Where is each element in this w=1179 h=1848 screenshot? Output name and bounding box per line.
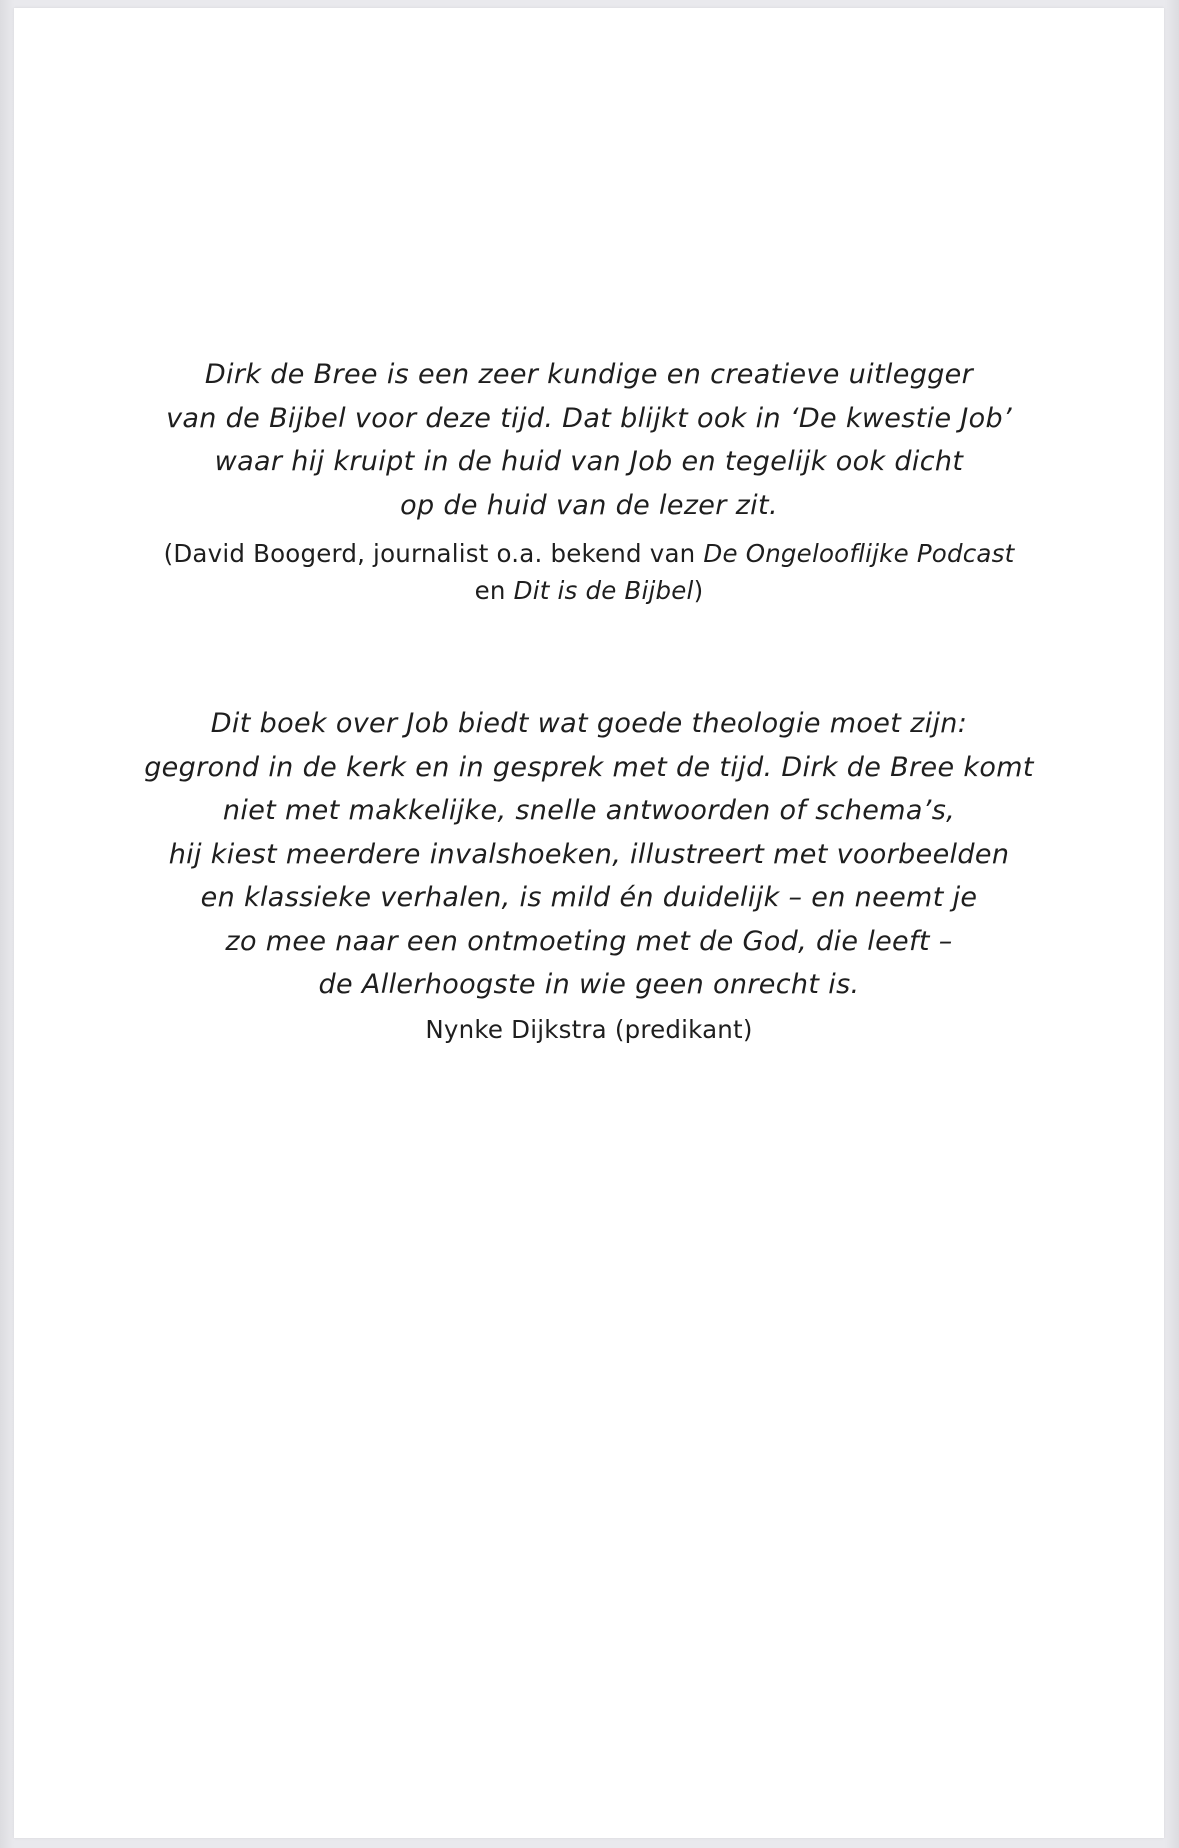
- attribution-text: en: [474, 576, 514, 605]
- quote-attribution-continued: [14, 572, 1164, 609]
- quote-attribution: [14, 535, 1164, 572]
- quote-line: en klassieke verhalen, is mild én duidelijk – en neemt je: [200, 882, 978, 913]
- quote-line: van de Bijbel voor deze tijd. Dat blijkt ook in ‘De kwestie Job’: [166, 402, 1012, 434]
- podcast-title: De Ongelooflijke Podcast: [703, 539, 1015, 568]
- attribution-text: ): [693, 576, 704, 605]
- quote-line: zo mee naar een ontmoeting met de God, die leeft –: [225, 925, 953, 957]
- attribution-text: (David Boogerd, journalist o.a. bekend van: [163, 539, 704, 568]
- quote-attribution: Nynke Dijkstra (predikant): [425, 1014, 753, 1044]
- endorsement-quote-1: [14, 353, 1164, 609]
- quote-line: hij kiest meerdere invalshoeken, illustreert met voorbeelden: [168, 838, 1010, 870]
- book-page: [14, 8, 1164, 1838]
- quote-line: de Allerhoogste in wie geen onrecht is.: [318, 969, 860, 1000]
- quote-line: niet met makkelijke, snelle antwoorden of schema’s,: [222, 795, 956, 826]
- publication-title: Dit is de Bijbel: [513, 576, 694, 605]
- quote-line: Dit boek over Job biedt wat goede theologie moet zijn:: [210, 708, 968, 739]
- quote-line: Dirk de Bree is een zeer kundige en creatieve uitlegger: [204, 359, 974, 390]
- endorsement-quote-2: [14, 702, 1164, 1048]
- quote-line: op de huid van de lezer zit.: [400, 489, 778, 521]
- quote-line: waar hij kruipt in de huid van Job en tegelijk ook dicht: [214, 446, 964, 477]
- quote-line: gegrond in de kerk en in gesprek met de tijd. Dirk de Bree komt: [144, 751, 1034, 783]
